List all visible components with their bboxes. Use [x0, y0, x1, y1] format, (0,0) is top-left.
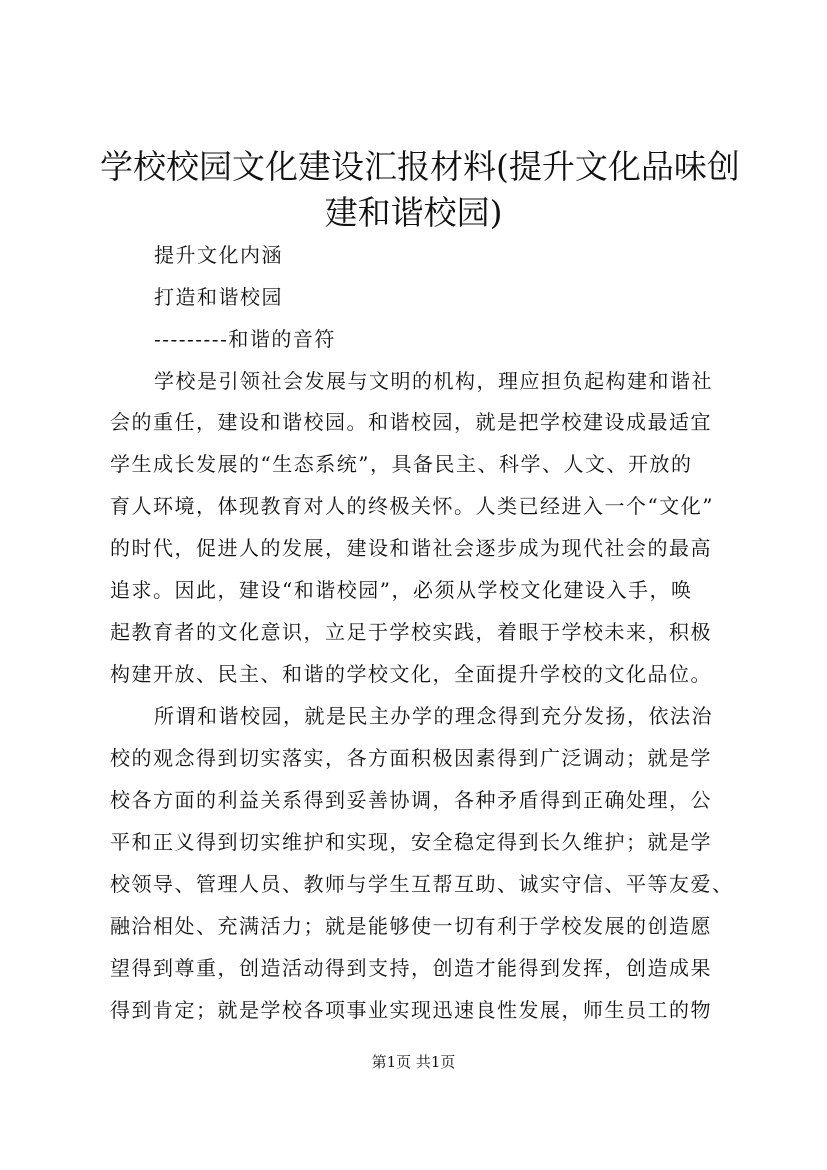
paragraph-line: 校的观念得到切实落实，各方面积极因素得到广泛调动；就是学	[110, 746, 712, 770]
paragraph-line: 构建开放、民主、和谐的学校文化，全面提升学校的文化品位。	[110, 662, 712, 686]
document-title-line-2: 建和谐校园)	[324, 193, 503, 232]
paragraph-line: 平和正义得到切实维护和实现，安全稳定得到长久维护；就是学	[110, 830, 712, 854]
paragraph-line: 起教育者的文化意识，立足于学校实践，着眼于学校未来，积极	[110, 620, 712, 644]
subtitle-2: 打造和谐校园	[154, 285, 283, 309]
paragraph-line: 望得到尊重，创造活动得到支持，创造才能得到发挥，创造成果	[110, 956, 712, 980]
paragraph-line: 学校是引领社会发展与文明的机构，理应担负起构建和谐社	[154, 369, 713, 393]
page-number-footer: 第1页 共1页	[371, 1053, 456, 1071]
paragraph-line: 校领导、管理人员、教师与学生互帮互助、诚实守信、平等友爱、	[110, 872, 734, 896]
paragraph-line: 所谓和谐校园，就是民主办学的理念得到充分发扬，依法治	[154, 704, 713, 728]
paragraph-line: 得到肯定；就是学校各项事业实现迅速良性发展，师生员工的物	[110, 998, 712, 1022]
paragraph-line: 的时代，促进人的发展，建设和谐社会逐步成为现代社会的最高	[110, 536, 712, 560]
paragraph-line: 校各方面的利益关系得到妥善协调，各种矛盾得到正确处理，公	[110, 788, 712, 812]
paragraph-line: 融洽相处、充满活力；就是能够使一切有利于学校发展的创造愿	[110, 914, 712, 938]
paragraph-line: 育人环境，体现教育对人的终极关怀。人类已经进入一个“文化”	[110, 494, 714, 518]
paragraph-line: 追求。因此，建设“和谐校园”，必须从学校文化建设入手，唤	[110, 578, 693, 602]
subtitle-3: ---------和谐的音符	[154, 327, 336, 351]
paragraph-line: 会的重任，建设和谐校园。和谐校园，就是把学校建设成最适宜	[110, 410, 712, 434]
subtitle-1: 提升文化内涵	[154, 243, 283, 267]
document-title-line-1: 学校校园文化建设汇报材料(提升文化品味创	[100, 147, 740, 186]
paragraph-line: 学生成长发展的“生态系统”，具备民主、科学、人文、开放的	[110, 452, 693, 476]
